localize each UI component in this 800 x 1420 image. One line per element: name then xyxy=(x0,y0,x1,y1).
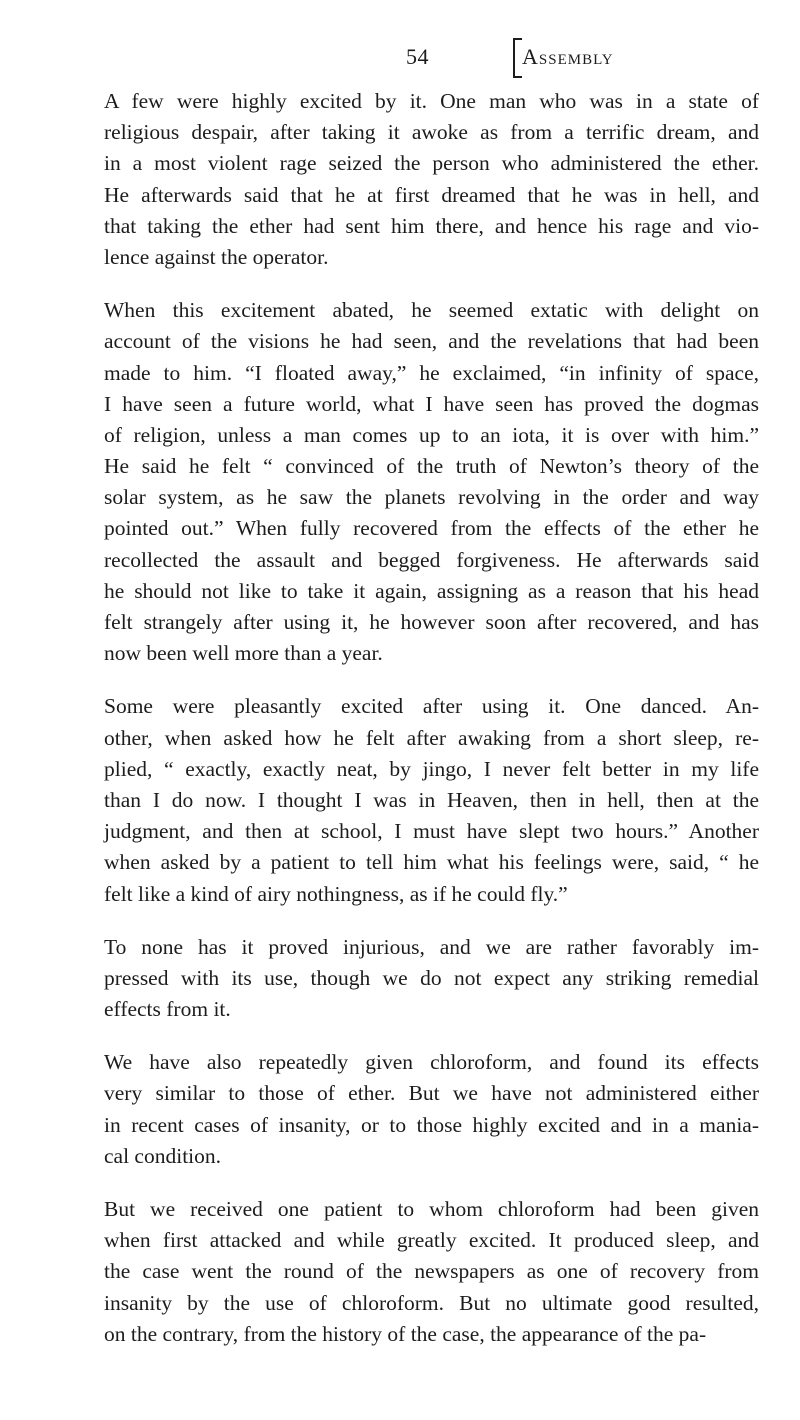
text-line: the case went the round of the newspapers as one of recovery from xyxy=(104,1259,759,1284)
text-line: To none has it proved injurious, and we are rather favorably im- xyxy=(104,934,759,959)
section-title: Assembly xyxy=(522,44,614,69)
text-line: felt strangely after using it, he however soon after recovered, and has xyxy=(104,610,759,634)
text-line: He said he felt “ convinced of the truth of Newton’s theory of the xyxy=(104,454,759,479)
text-line: I have seen a future world, what I have seen has proved the dogmas xyxy=(104,391,759,416)
text-line: felt like a kind of airy nothingness, as if he could fly.” xyxy=(104,881,568,906)
text-line: recollected the assault and begged forgiveness. He afterwards said xyxy=(104,547,759,572)
text-line: solar system, as he saw the planets revolving in the order and way xyxy=(104,485,759,510)
text-line: of religion, unless a man comes up to an iota, it is over with him.” xyxy=(104,422,759,447)
text-line: cal condition. xyxy=(104,1143,222,1168)
text-line: other, when asked how he felt after awaking from a short sleep, re- xyxy=(104,725,759,750)
paragraph xyxy=(104,86,759,273)
text-line: effects from it. xyxy=(104,997,231,1022)
text-line: But we received one patient to whom chloroform had been given xyxy=(104,1197,759,1221)
text-line: made to him. “I floated away,” he exclaimed, “in infinity of space, xyxy=(104,360,759,385)
text-line: He afterwards said that he at first dreamed that he was in hell, and xyxy=(104,182,759,207)
text-line: than I do now. I thought I was in Heaven, then in hell, then at the xyxy=(104,787,759,812)
text-line: when asked by a patient to tell him what his feelings were, said, “ he xyxy=(104,850,759,875)
paragraph xyxy=(104,295,759,669)
text-line: judgment, and then at school, I must have slept two hours.” Another xyxy=(104,819,759,844)
text-line: religious despair, after taking it awoke as from a terrific dream, and xyxy=(104,120,759,145)
text-line: when first attacked and while greatly excited. It produced sleep, and xyxy=(104,1228,759,1253)
text-line: in a most violent rage seized the person who administered the ether. xyxy=(104,151,759,176)
body-text xyxy=(104,86,759,1372)
text-line: Some were pleasantly excited after using it. One danced. An- xyxy=(104,694,759,719)
text-line: We have also repeatedly given chloroform, and found its effects xyxy=(104,1050,759,1075)
page-number: 54 xyxy=(406,44,429,69)
text-line: insanity by the use of chloroform. But no ultimate good resulted, xyxy=(104,1290,759,1315)
text-line: account of the visions he had seen, and the revelations that had been xyxy=(104,329,759,354)
bracket-mark xyxy=(513,38,522,78)
text-line: he should not like to take it again, assigning as a reason that his head xyxy=(104,578,759,603)
text-line: on the contrary, from the history of the case, the appearance of the pa- xyxy=(104,1321,707,1346)
text-line: lence against the operator. xyxy=(104,244,329,269)
text-line: When this excitement abated, he seemed extatic with delight on xyxy=(104,298,759,323)
text-line: plied, “ exactly, exactly neat, by jingo, I never felt better in my life xyxy=(104,756,759,781)
text-line: now been well more than a year. xyxy=(104,641,383,666)
paragraph xyxy=(104,1194,759,1350)
text-line: pressed with its use, though we do not expect any striking remedial xyxy=(104,965,759,990)
text-line: in recent cases of insanity, or to those highly excited and in a mania- xyxy=(104,1112,759,1137)
paragraph xyxy=(104,932,759,1026)
text-line: that taking the ether had sent him there, and hence his rage and vio- xyxy=(104,213,759,238)
paragraph xyxy=(104,691,759,909)
paragraph xyxy=(104,1047,759,1172)
running-head xyxy=(0,36,800,76)
text-line: pointed out.” When fully recovered from the effects of the ether he xyxy=(104,516,759,541)
text-line: very similar to those of ether. But we have not administered either xyxy=(104,1081,759,1106)
text-line: A few were highly excited by it. One man who was in a state of xyxy=(104,89,759,113)
